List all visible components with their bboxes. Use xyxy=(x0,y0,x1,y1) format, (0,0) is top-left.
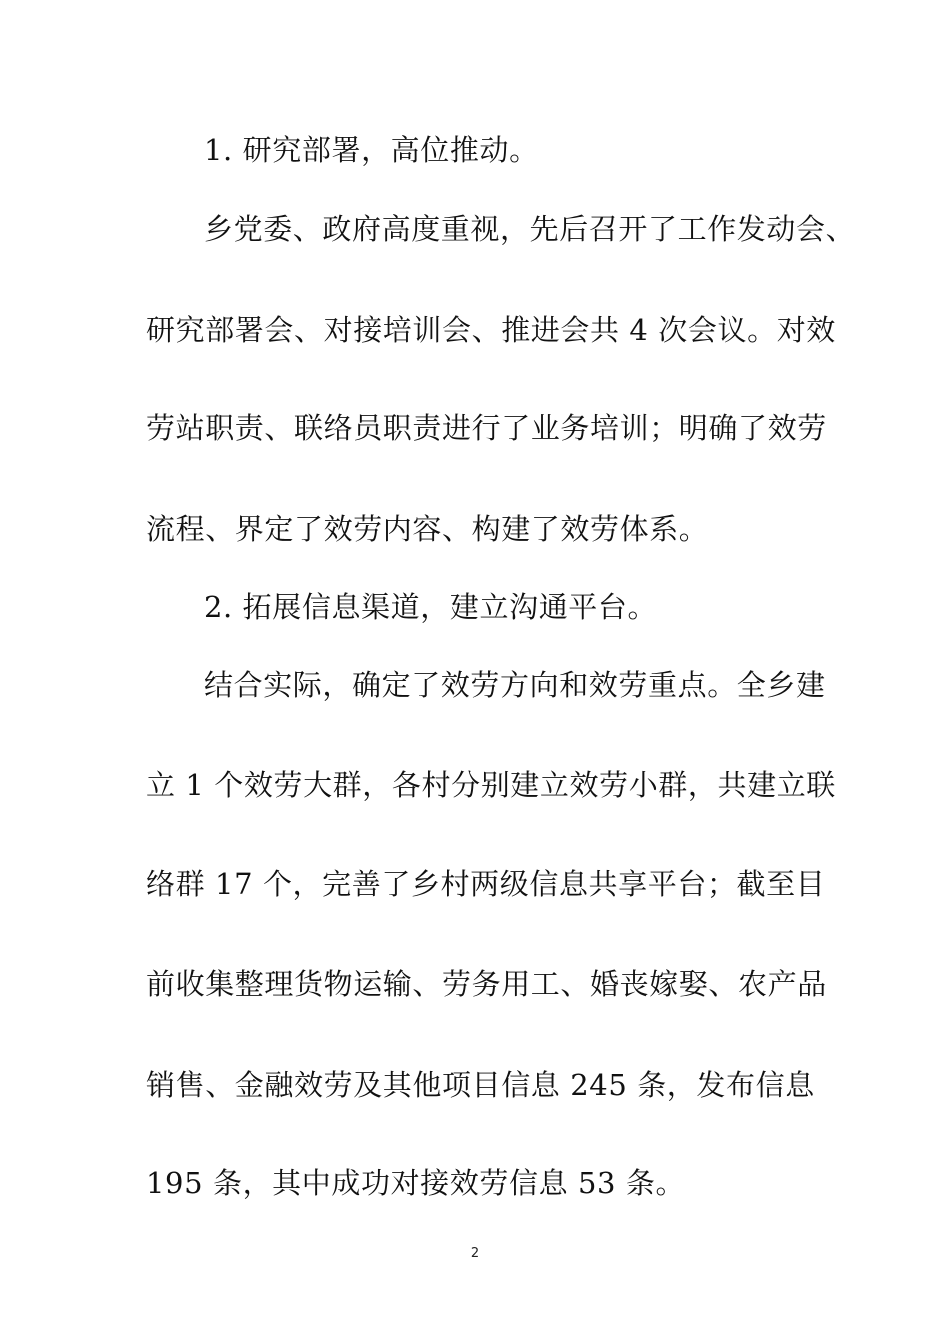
paragraph-2-line-4: 前收集整理货物运输、劳务用工、婚丧嫁娶、农产品 xyxy=(146,967,827,1001)
paragraph-1-line-1: 乡党委、政府高度重视，先后召开了工作发动会、 xyxy=(204,212,856,246)
paragraph-1-line-3: 劳站职责、联络员职责进行了业务培训；明确了效劳 xyxy=(146,411,827,445)
paragraph-1-line-2: 研究部署会、对接培训会、推进会共 4 次会议。对效 xyxy=(146,313,836,347)
paragraph-2-line-3: 络群 17 个，完善了乡村两级信息共享平台；截至目 xyxy=(146,867,826,901)
paragraph-1-line-4: 流程、界定了效劳内容、构建了效劳体系。 xyxy=(146,512,709,546)
paragraph-2-line-2: 立 1 个效劳大群，各村分别建立效劳小群，共建立联 xyxy=(146,768,836,802)
heading-1: 1. 研究部署，高位推动。 xyxy=(204,133,539,167)
paragraph-2-line-5: 销售、金融效劳及其他项目信息 245 条，发布信息 xyxy=(146,1068,815,1102)
page-number: 2 xyxy=(470,1246,480,1261)
paragraph-2-line-1: 结合实际，确定了效劳方向和效劳重点。全乡建 xyxy=(204,668,826,702)
heading-2: 2. 拓展信息渠道，建立沟通平台。 xyxy=(204,590,658,624)
paragraph-2-line-6: 195 条，其中成功对接效劳信息 53 条。 xyxy=(146,1166,686,1200)
